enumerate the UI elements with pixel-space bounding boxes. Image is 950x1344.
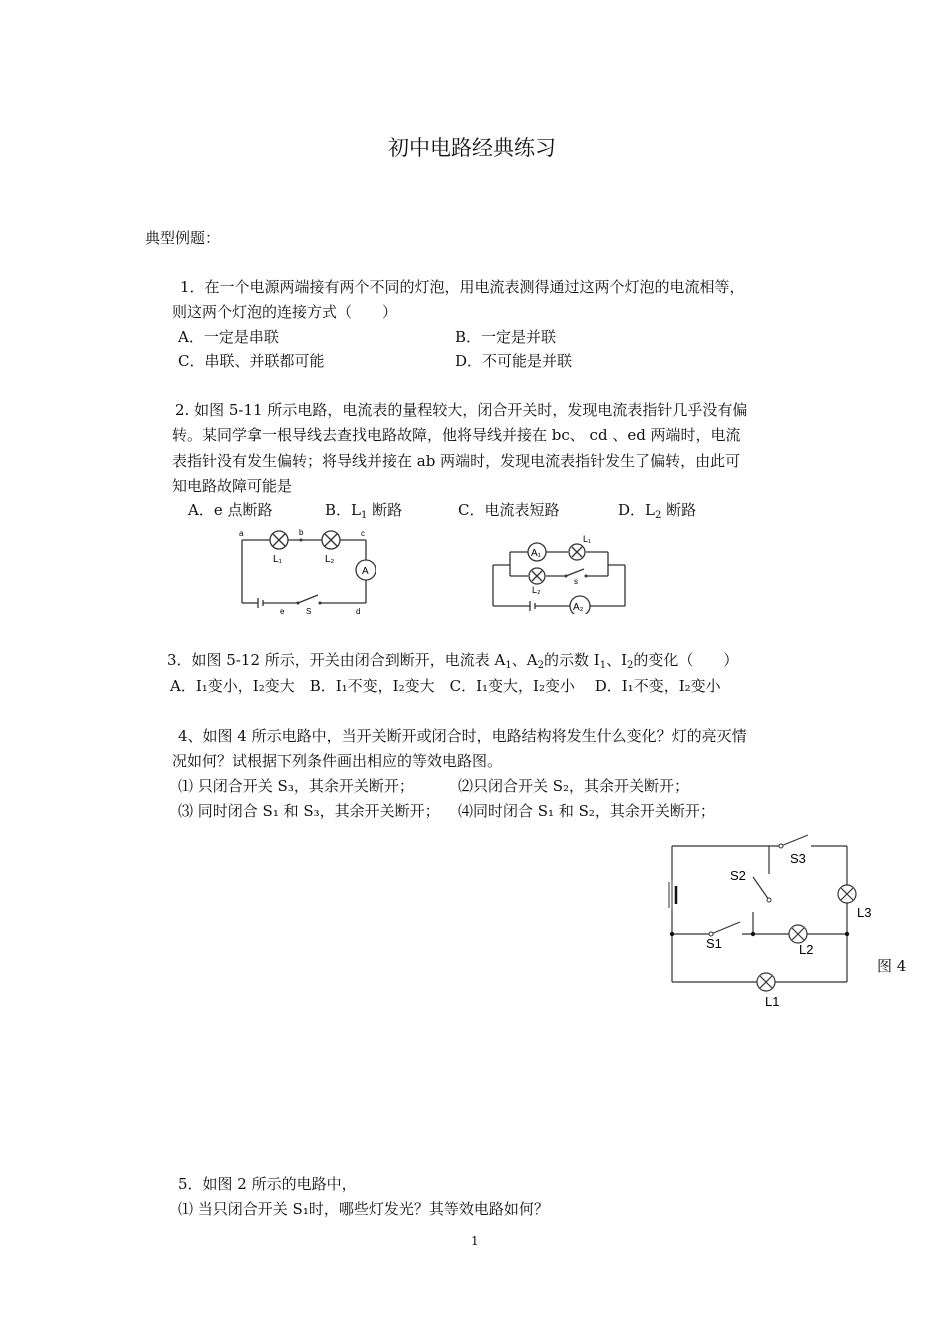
fig512-label-l2: L₂: [532, 585, 541, 595]
q2-option-d: D．$L_2$ 断路: [618, 501, 697, 521]
fig511-label-a: a: [239, 529, 244, 538]
page-title: 初中电路经典练习: [388, 136, 556, 160]
fig511-label-l2: L₂: [325, 554, 335, 565]
q1-line1: 1．在一个电源两端接有两个不同的灯泡，用电流表测得通过这两个灯泡的电流相等，: [180, 278, 745, 296]
figure-5-11-circuit: [236, 528, 376, 618]
q3-line1: 3．如图 5-12 所示，开关由闭合到断开，电流表 $A_1$、$A_2$的示数 $I_1$、$I_2$的变化（ ）: [167, 651, 739, 671]
q1-option-d: D．不可能是并联: [455, 352, 573, 370]
q1-option-c: C．串联、并联都可能: [178, 352, 325, 370]
q2-option-b: B．$L_1$ 断路: [325, 501, 403, 521]
q4-condition-1: ⑴ 只闭合开关 S₃，其余开关断开；: [178, 777, 414, 795]
q2-line3: 表指针没有发生偏转；将导线并接在 ab 两端时，发现电流表指针发生了偏转，由此可: [172, 452, 741, 470]
q1-line2: 则这两个灯泡的连接方式（ ）: [172, 303, 398, 321]
fig4-caption: 图 4: [877, 957, 907, 975]
q2-line4: 知电路故障可能是: [172, 477, 293, 495]
q4-condition-3: ⑶ 同时闭合 S₁ 和 S₃，其余开关断开；: [178, 802, 440, 820]
q4-line1: 4、如图 4 所示电路中，当开关断开或闭合时，电路结构将发生什么变化？灯的亮灭情: [178, 727, 747, 745]
q4-condition-2: ⑵只闭合开关 S₂，其余开关断开；: [458, 777, 690, 795]
fig511-label-s: S: [306, 607, 312, 616]
fig512-label-s: s: [574, 577, 578, 586]
fig4-label-s2: S2: [730, 868, 746, 883]
fig4-label-l1: L1: [765, 994, 780, 1009]
q1-option-b: B．一定是并联: [455, 328, 557, 346]
fig511-label-e: e: [280, 607, 285, 616]
fig511-label-d: d: [356, 607, 361, 616]
q4-condition-4: ⑷同时闭合 S₁ 和 S₂，其余开关断开；: [458, 802, 715, 820]
fig4-label-s1: S1: [706, 936, 722, 951]
q2-option-c: C．电流表短路: [458, 501, 560, 519]
fig4-label-s3: S3: [790, 851, 806, 866]
fig512-label-l1: L₁: [583, 534, 592, 544]
q2-option-a: A．e 点断路: [188, 501, 273, 519]
fig512-ammeter-a2: A₂: [573, 602, 584, 613]
q4-line2: 况如何？试根据下列条件画出相应的等效电路图。: [172, 752, 503, 770]
q3-options: A．I₁变小，I₂变大 B．I₁不变，I₂变大 C．I₁变大，I₂变小 D．I₁不变，I₂变小: [170, 677, 721, 695]
q5-line2: ⑴ 当只闭合开关 S₁时，哪些灯发光？其等效电路如何？: [178, 1200, 549, 1218]
fig4-label-l3: L3: [857, 905, 872, 920]
section-label: 典型例题：: [145, 229, 221, 247]
fig511-label-b: b: [299, 528, 304, 537]
fig511-label-l1: L₁: [273, 554, 282, 565]
page-number: 1: [471, 1234, 479, 1248]
fig512-ammeter-a1: A₁: [531, 548, 542, 559]
fig4-label-l2: L2: [799, 942, 814, 957]
q2-line2: 转。某同学拿一根导线去查找电路故障，他将导线并接在 bc、 cd 、ed 两端时，电流: [172, 426, 741, 444]
fig511-ammeter-label: A: [362, 566, 369, 577]
q2-line1: 2. 如图 5-11 所示电路，电流表的量程较大，闭合开关时，发现电流表指针几乎没有偏: [175, 401, 748, 419]
q1-option-a: A．一定是串联: [178, 328, 279, 346]
figure-4-circuit: [666, 832, 876, 1012]
fig511-label-c: c: [361, 529, 365, 538]
figure-5-12-circuit: [490, 530, 630, 614]
q5-line1: 5．如图 2 所示的电路中，: [178, 1175, 357, 1193]
